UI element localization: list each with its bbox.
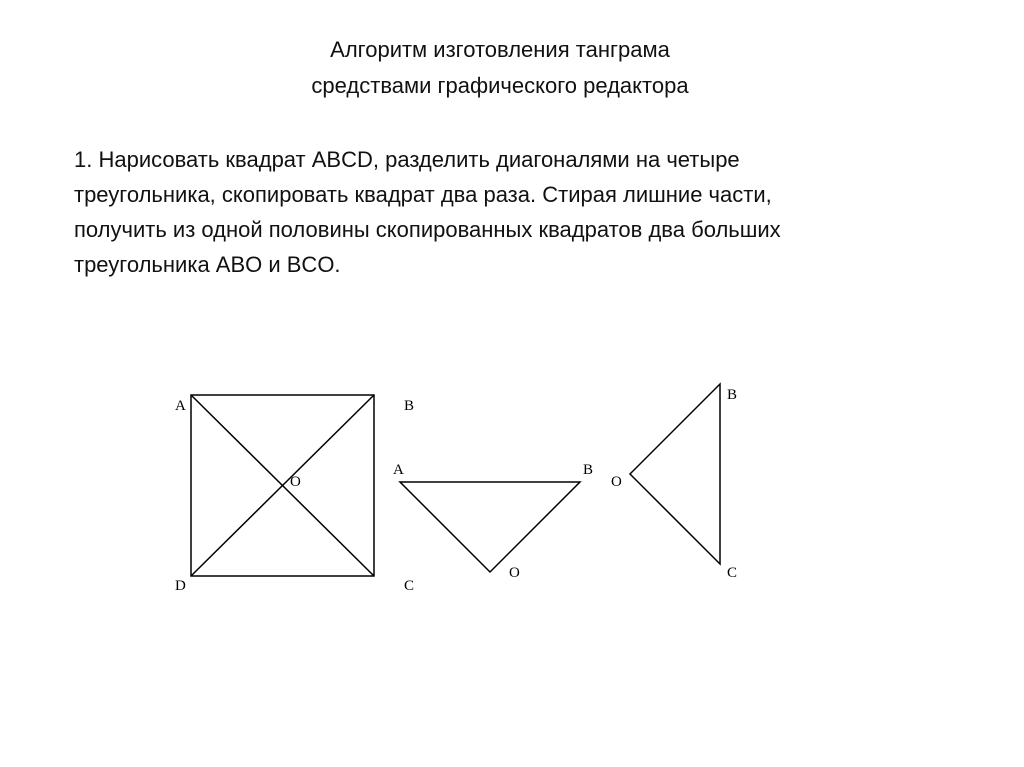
triangle-abo-label-b: B	[583, 462, 594, 478]
square-abcd	[175, 395, 414, 594]
triangle-bco-label-o: O	[611, 474, 622, 490]
triangle-abo	[393, 462, 593, 581]
title-line-2: средствами графического редактора	[311, 73, 689, 98]
square-label-o: O	[290, 474, 301, 490]
square-label-d: D	[175, 578, 186, 594]
square-label-a: A	[175, 398, 186, 414]
triangle-abo-label-a: A	[393, 462, 404, 478]
step-1-line-3: получить из одной половины скопированных квадратов два больших	[74, 217, 781, 242]
triangle-bco	[611, 384, 737, 581]
square-label-c: C	[404, 578, 415, 594]
triangle-abo-label-o: O	[509, 565, 520, 581]
title-line-1: Алгоритм изготовления танграма	[330, 37, 670, 62]
step-1-line-2: треугольника, скопировать квадрат два раза. Стирая лишние части,	[74, 182, 772, 207]
step-1-line-1: 1. Нарисовать квадрат ABCD, разделить диагоналями на четыре	[74, 147, 740, 172]
step-1-line-4: треугольника ABO и BCO.	[74, 252, 341, 277]
triangle-bco-label-b: B	[727, 387, 738, 403]
triangle-abo-outline	[400, 482, 580, 572]
square-label-b: B	[404, 398, 415, 414]
triangle-bco-label-c: C	[727, 565, 738, 581]
triangle-bco-outline	[630, 384, 720, 564]
